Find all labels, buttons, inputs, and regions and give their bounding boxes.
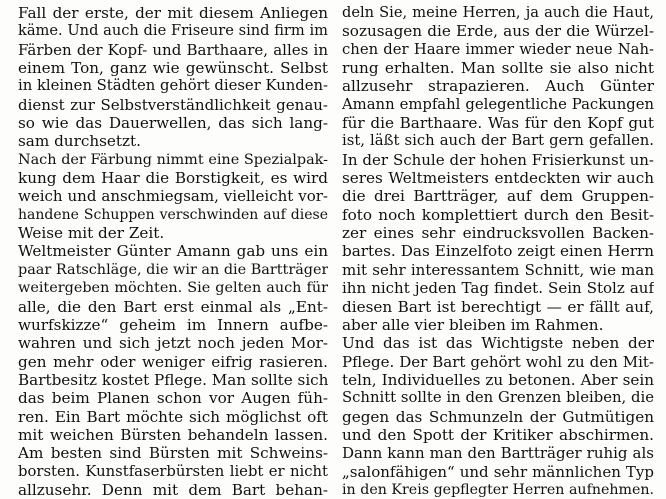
text-line: Fall der erste, der mit diesem Anliegen [18, 4, 328, 22]
text-line: allzusehr strapazieren. Auch Günter [342, 77, 654, 96]
text-line: ren. Ein Bart möchte sich möglichst oft [18, 407, 328, 426]
text-line: mit weichen Bürsten behandeln lassen. [18, 425, 328, 444]
text-line: seres Weltmeisters entdeckten wir auch [342, 169, 654, 188]
text-line: gegen das Schmunzeln der Gutmütigen [342, 407, 654, 426]
text-line: dienst zur Selbstverständlichkeit genau- [18, 95, 328, 114]
text-line: ist, läßt sich auch der Bart gern gefallen. [342, 132, 654, 150]
text-line: bartes. Das Einzelfoto zeigt einen Herrn [342, 242, 654, 261]
text-line: mit sehr interessantem Schnitt, wie man [342, 260, 654, 279]
text-line: Pflege. Der Bart gehört wohl zu den Mit- [342, 352, 654, 371]
text-line: In der Schule der hohen Frisierkunst un- [342, 150, 654, 169]
text-line: kung dem Haar die Borstigkeit, es wird [18, 169, 328, 188]
text-line: und den Spott der Kritiker abschirmen. [342, 425, 654, 444]
text-line: käme. Und auch die Friseure sind firm im [18, 22, 328, 40]
text-line: für die Barthaare. Was für den Kopf gut [342, 114, 654, 133]
text-line: „salonfähigen“ und sehr männlichen Typ [342, 462, 654, 481]
text-line: das beim Planen schon vor Augen füh- [18, 389, 328, 408]
text-line: Färben der Kopf- und Barthaare, alles in [18, 40, 328, 59]
text-line: paar Ratschläge, die wir an die Bartträger [18, 261, 328, 278]
text-line: zer eines sehr eindrucksvollen Backen- [342, 224, 654, 243]
text-line: rung erhalten. Man sollte sie also nicht [342, 59, 654, 78]
text-line: borsten. Kunstfaserbürsten liebt er nicht [18, 462, 328, 480]
text-line: allzusehr. Denn mit dem Bart behan- [18, 480, 328, 499]
text-line: Dann kann man den Bartträger ruhig als [342, 444, 654, 463]
text-line: ihn nicht jeden Tag findet. Sein Stolz auf [342, 279, 654, 298]
text-line: teln, Individuelles zu betonen. Aber sein [342, 370, 654, 389]
text-line: Bartbesitz kostet Pflege. Man sollte sich [18, 370, 328, 389]
text-line: foto noch komplettiert durch den Besit- [342, 205, 654, 224]
text-line: alle, die den Bart erst einmal als „Ent- [18, 297, 328, 316]
text-line: gen mehr oder weniger eifrig rasieren. [18, 352, 328, 371]
text-line: Am besten sind Bürsten mit Schweins- [18, 444, 328, 463]
text-line: chen der Haare immer wieder neue Nah- [342, 40, 654, 58]
text-line: in kleinen Städten gehört dieser Kunden- [18, 77, 328, 95]
text-line: sozusagen die Erde, aus der die Würzel- [342, 22, 654, 41]
text-line: Weise mit der Zeit. [18, 224, 165, 243]
text-line: deln Sie, meine Herren, ja auch die Haut, [342, 4, 654, 21]
text-line: einem Ton, ganz wie gewünscht. Selbst [18, 59, 328, 78]
text-line: wurfskizze“ geheim im Innern aufbe- [18, 315, 328, 334]
text-line: so wie das Dauerwellen, das sich lang- [18, 114, 328, 133]
text-line: Weltmeister Günter Amann gab uns ein [18, 242, 328, 261]
text-line: wahren und sich jetzt noch jeden Mor- [18, 334, 328, 353]
text-line: Amann empfahl gelegentliche Packungen [342, 95, 654, 113]
text-line: handene Schuppen verschwinden auf diese [18, 206, 328, 223]
text-line: sam durchsetzt. [18, 132, 141, 151]
text-line: Und das ist das Wichtigste neben der [342, 334, 654, 353]
left-text-column [18, 4, 328, 499]
text-line: weich und anschmiegsam, vielleicht vor- [18, 187, 328, 206]
text-line: diesen Bart ist berechtigt — er fällt auf, [342, 297, 654, 316]
text-line: die drei Bartträger, auf dem Gruppen- [342, 187, 654, 206]
text-line: Schnitt sollte in den Grenzen bleiben, die [342, 389, 654, 407]
text-line: aber alle vier bleiben im Rahmen. [342, 315, 604, 334]
right-text-column [342, 4, 654, 499]
text-line: weitergeben möchten. Sie gelten auch für [18, 280, 328, 297]
text-line: Nach der Färbung nimmt eine Spezialpak- [18, 151, 328, 168]
text-line: in den Kreis gepflegter Herren aufnehmen. [342, 481, 654, 498]
